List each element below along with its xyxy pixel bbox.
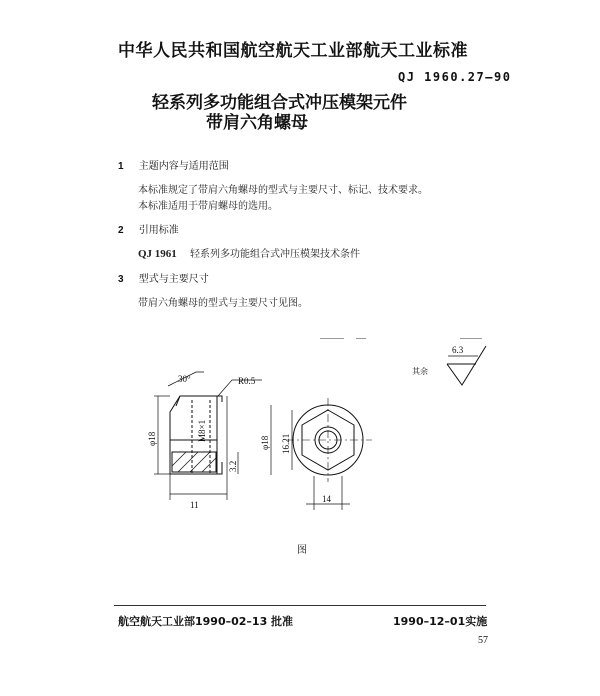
section-1-paragraph-1: 本标准规定了带肩六角螺母的型式与主要尺寸、标记、技术要求。 (138, 185, 428, 196)
section-number: 3 (118, 274, 124, 285)
section-title: 主题内容与适用范围 (138, 161, 229, 172)
standard-code: QJ 1960.27–90 (398, 70, 512, 84)
section-title: 引用标准 (138, 225, 179, 236)
width-dimension: 14 (322, 494, 331, 504)
header-organization: 中华人民共和国航空航天工业部航天工业标准 (118, 41, 468, 61)
side-diameter-dimension: φ18 (147, 431, 157, 446)
approval-date: 航空航天工业部1990–02–13 批准 (118, 615, 294, 628)
reference-code: QJ 1961 (138, 248, 177, 260)
document-title-line1: 轻系列多功能组合式冲压模架元件 (152, 93, 407, 113)
section-1-paragraph-2: 本标准适用于带肩螺母的选用。 (138, 201, 278, 212)
footer-divider (114, 605, 486, 606)
document-title-line2: 带肩六角螺母 (206, 113, 308, 133)
across-corners-dimension: 16.21 (281, 433, 291, 454)
top-diameter-dimension: φ18 (260, 435, 270, 450)
section-number: 1 (118, 161, 124, 172)
section-3-paragraph-1: 带肩六角螺母的型式与主要尺寸见图。 (138, 298, 308, 309)
shoulder-height-dimension: 3.2 (228, 460, 238, 472)
thread-dimension: M8×1 (197, 419, 207, 442)
figure-caption: 图 (297, 545, 307, 556)
roughness-label: 其余 (412, 367, 428, 376)
radius-dimension: R0.5 (238, 376, 256, 386)
effective-date: 1990–12–01实施 (393, 615, 488, 628)
section-title: 型式与主要尺寸 (138, 274, 209, 285)
reference-title: 轻系列多功能组合式冲压模架技术条件 (190, 249, 360, 260)
section-number: 2 (118, 225, 124, 236)
angle-dimension: 30° (178, 374, 191, 384)
roughness-value: 6.3 (452, 345, 464, 355)
length-dimension: 11 (190, 500, 199, 510)
page-number: 57 (478, 635, 488, 646)
side-view (154, 372, 262, 500)
